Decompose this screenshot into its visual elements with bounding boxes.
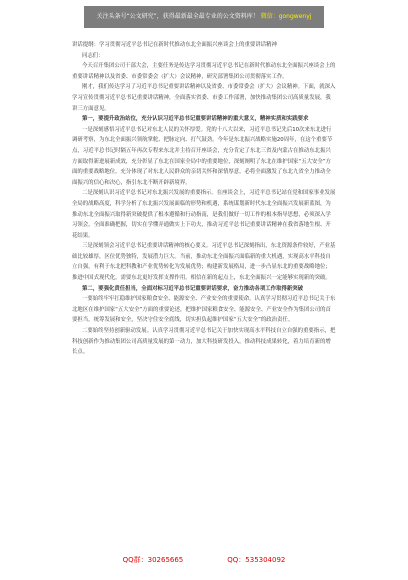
- doc-paragraph: 一要始终牢牢扛稳维护国家粮食安全、能源安全、产业安全的重要使命。认真学习贯彻习近平总书记关于东北地区在维护国家“五大安全”方面的重要论述，把维护国家粮食安全、能源安全、产业安全作为集团公司的首要担当，统筹发展和安全，坚决守住安全底线，切实担负起维护国家“五大安全”的政治责任。: [72, 296, 336, 324]
- banner-wechat-text: 微信：gongwenyj: [260, 13, 312, 20]
- doc-paragraph: 今天召开集团公司干部大会，主要任务是传达学习贯彻习近平总书记在新时代推动东北全面振兴座谈会上的重要讲话精神以及省委、市委常委会（扩大）会议精神，研究部署集团公司贯彻落实工作。: [72, 63, 336, 80]
- qq-text: QQ：535304092: [227, 556, 286, 564]
- banner-text: 关注头条号“公文研究”，获得最新最全最专业的公文资料库！: [96, 13, 259, 20]
- promo-banner: [84, 6, 324, 28]
- doc-section-heading: 第一，要提升政治站位，充分认识习近平总书记重要讲话精神的重大意义，精神实质和实践要求: [82, 116, 309, 123]
- qq-group-text: QQ群：30265665: [122, 556, 184, 564]
- doc-paragraph: 一是深刻感悟习近平总书记对东北人民的关怀厚爱。党的十八大以来，习近平总书记先后10次来东北进行调研考察，为东北全面振兴领航掌舵、把脉定向、打气鼓劲。今年是东北振兴战略实施20周年，在这个重要节点，习近平总书记时隔五年再次专程来东北并主持召开座谈会，充分肯定了东北三省及内蒙古在推动东北振兴方面取得新进展新成效，充分彰显了东北在国家全局中的重要地位，深刻阐明了东北在维护国家“五大安全”方面的重要战略地位，充分体现了对东北人民群众的亲切关怀和深情厚意，必将全面激发了东北九省全力推动全面振兴的信心和决心，指引东北不断开辟新境界。: [72, 126, 333, 186]
- doc-paragraph: 二要始终坚持创新驱动发展。认真学习贯彻习近平总书记关于加快实现高水平科技自立自强的重要指示，把科技创新作为推动集团公司高质量发展的第一动力，加大科技研发投入，推动科技成果转化，着力培育新的增长点。: [72, 328, 336, 356]
- doc-paragraph: 三是深刻领会习近平总书记重要讲话精神的核心要义。习近平总书记深刻指出，东北资源条件较好，产业基础比较雄厚，区位优势独特，发展潜力巨大。当前，推动东北全面振兴面临新的重大机遇，实现高水平科技自立自强，有利于东北把科教和产业优势转化为发展优势；构建新发展格局，进一步凸显东北的重要战略地位；推进中国式现代化，需要东北更好发挥支撑作用。相信在新的起点上，东北全面振兴一定能够实现新的突破。: [72, 243, 336, 282]
- doc-paragraph: 二是深刻认识习近平总书记对东北振兴发展的重要指示。在座谈会上，习近平总书记站在党和国家事业发展全局的战略高度，科学分析了东北振兴发展面临的形势和机遇，系统谋划新时代东北全面振兴发展新蓝图，为推动东北全面振兴取得新突破提供了根本遵循和行动指南，是我们做好一切工作的根本指导思想，必须深入学习领会，全面准确把握，切实在学懂弄通做实上下功夫，推动习近平总书记重要讲话精神在我省落地生根、开花结果。: [72, 190, 336, 239]
- doc-salutation: 同志们：: [82, 52, 104, 59]
- doc-section-heading: 第二，要强化责任担当，全面对标习近平总书记重要讲话要求，奋力推动各项工作取得新突破: [82, 285, 304, 292]
- doc-title: 讲话提纲：学习贯彻习近平总书记在新时代推动东北全面振兴座谈会上的重要讲话精神: [72, 42, 277, 48]
- document-body: [72, 40, 336, 358]
- doc-paragraph: 刚才，我们传达学习了习近平总书记重要讲话精神以及省委、市委常委会（扩大）会议精神。下面，就深入学习宣传贯彻习近平总书记重要讲话精神，全面落实省委、市委工作部署，加快推动集团公司高质量发展，我讲三方面意见。: [72, 84, 336, 112]
- contact-footer: [0, 555, 408, 573]
